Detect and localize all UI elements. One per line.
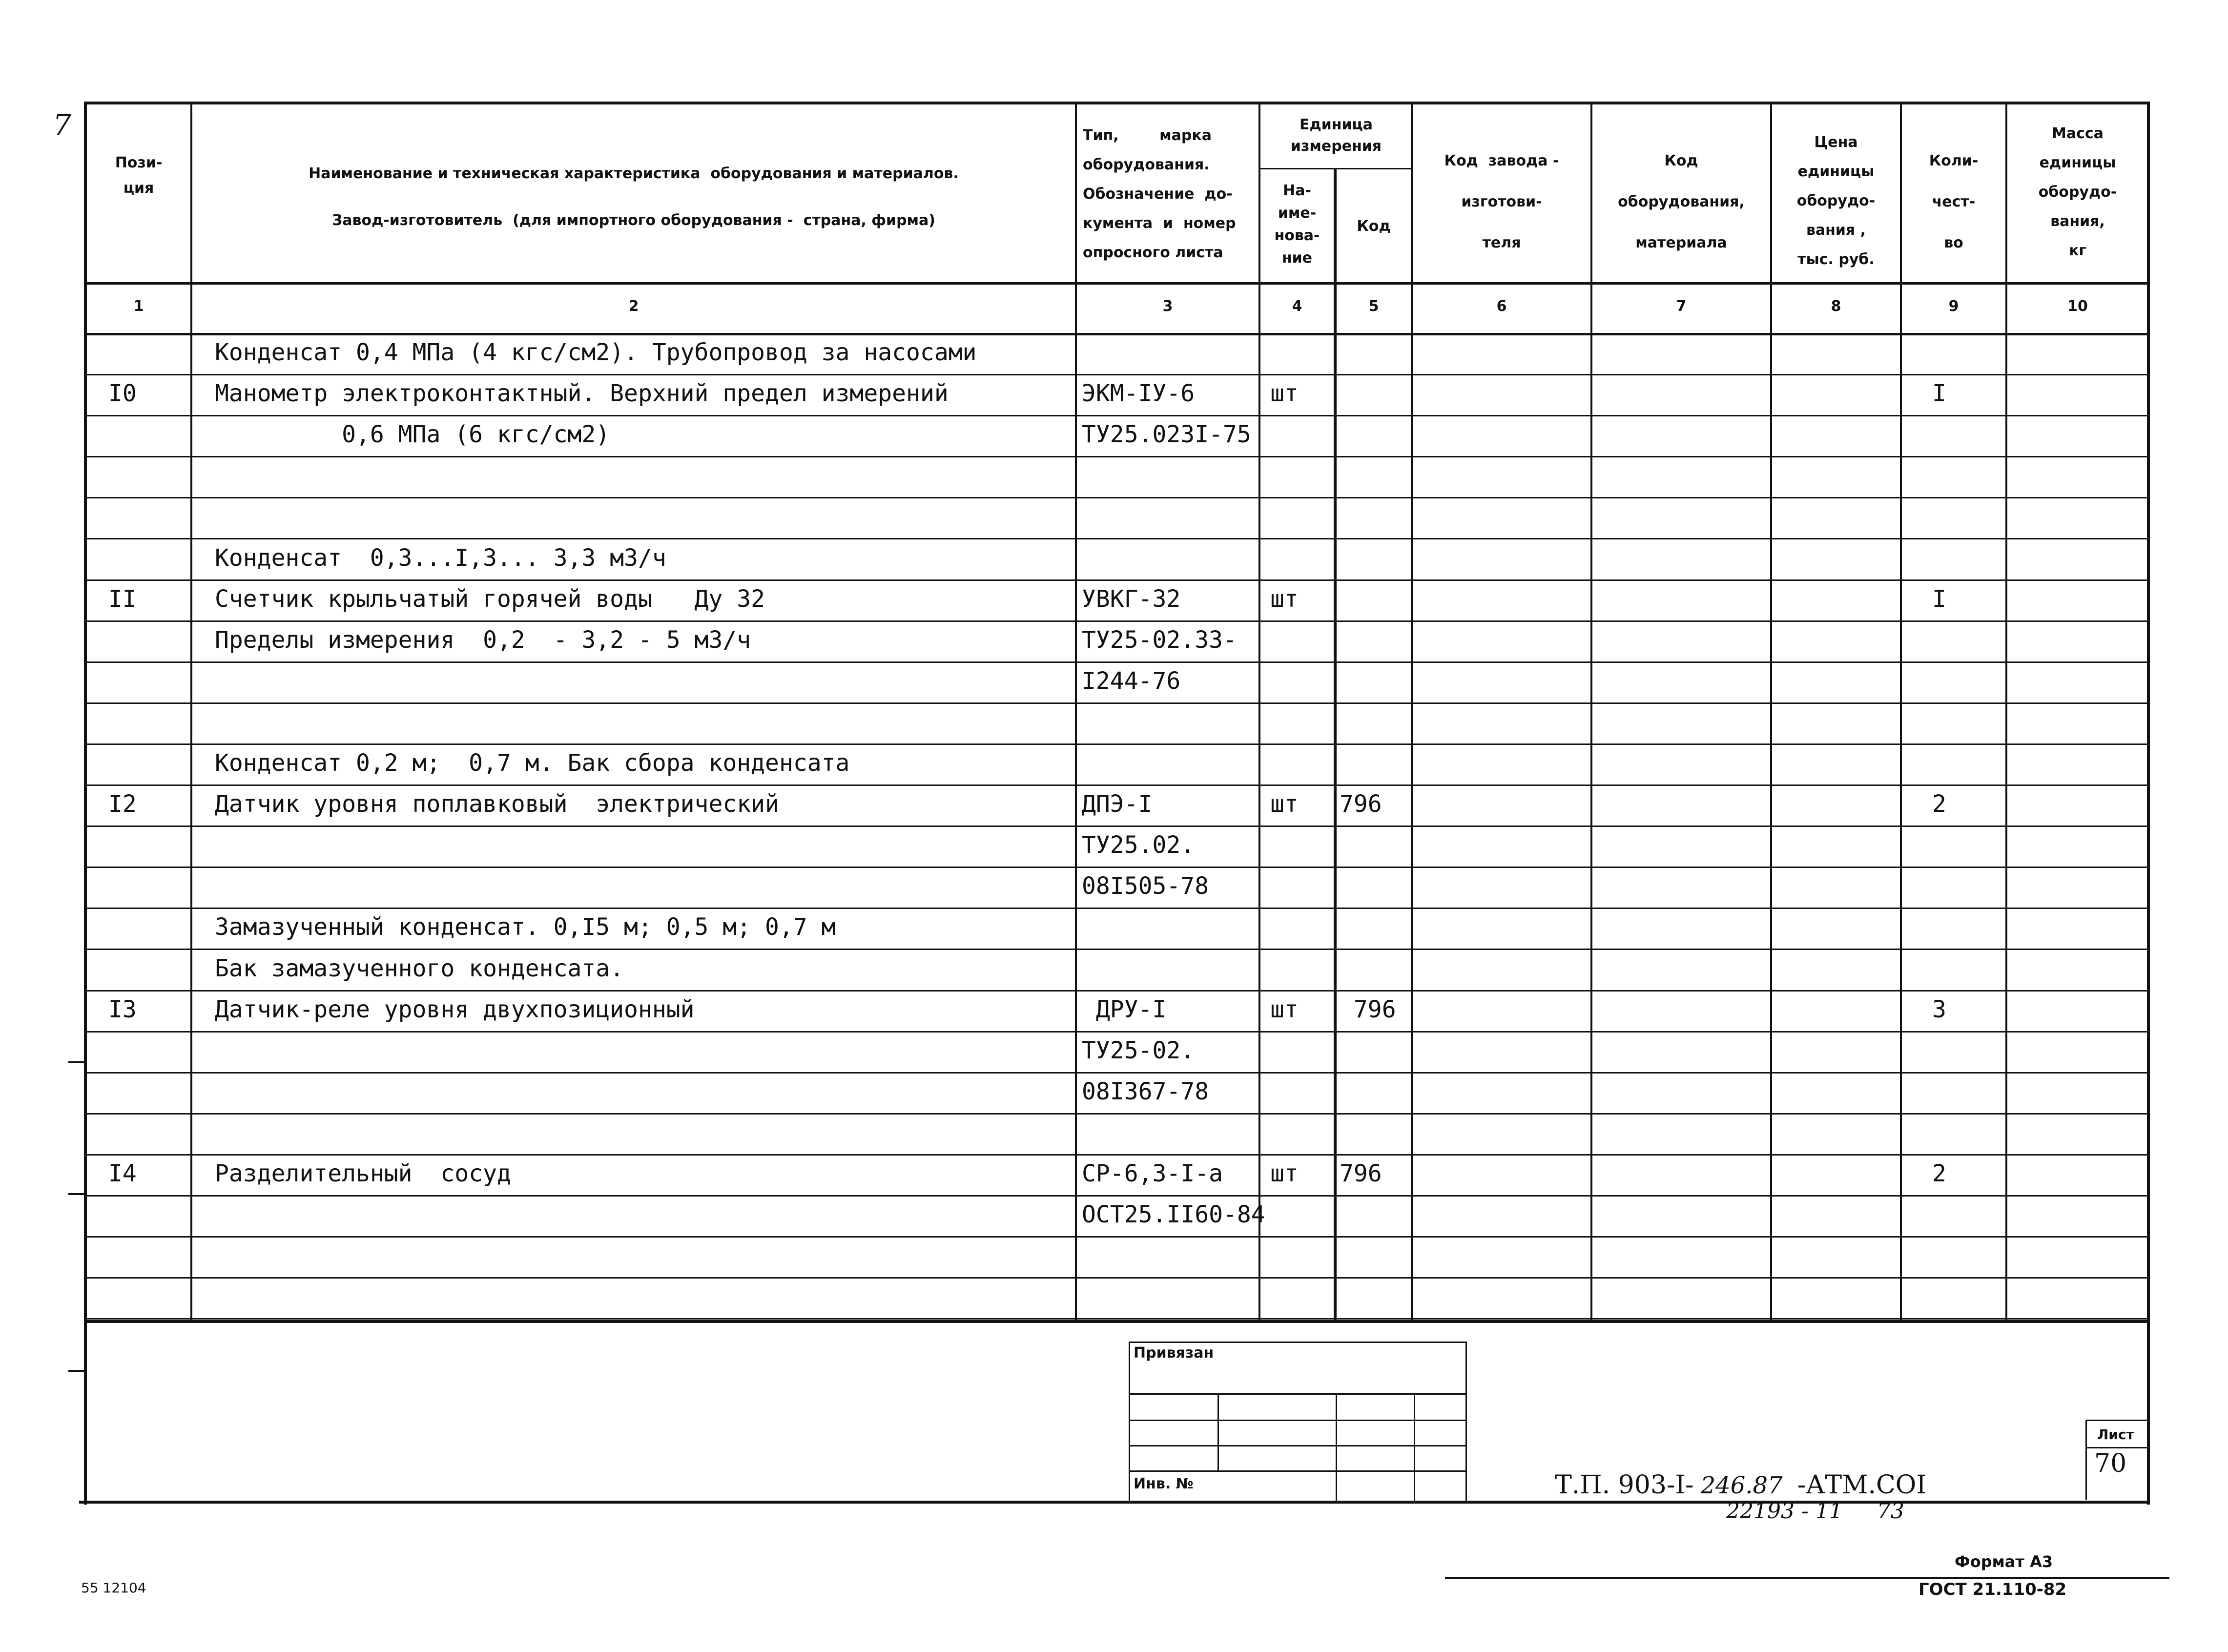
cell-pos: I0 (108, 380, 137, 408)
archive-number: 22193 - 11 73 (1726, 1499, 1904, 1524)
colnum-6: 6 (1496, 298, 1507, 315)
header-price: Цена единицы оборудо- вания , тыс. руб. (1796, 134, 1876, 268)
header-mass: Масса единицы оборудо- вания, кг (2038, 125, 2117, 259)
cell-type: ТУ25-02.33- (1082, 626, 1237, 654)
cell-name: Разделительный сосуд (215, 1160, 511, 1187)
table-row (84, 1196, 2148, 1237)
cell-type: ДРУ-I (1082, 995, 1167, 1023)
table-row (84, 662, 2148, 703)
table-row (84, 416, 2148, 457)
cell-pos: I3 (108, 995, 137, 1023)
cell-name: 0,6 МПа (6 кгс/см2) (215, 421, 610, 449)
cell-type: ТУ25.023I-75 (1082, 421, 1251, 449)
cell-name: Пределы измерения 0,2 - 3,2 - 5 м3/ч (215, 626, 751, 654)
sheet-number: 70 (2094, 1449, 2127, 1478)
cell-name: Манометр электроконтактный. Верхний предел измерений (215, 380, 949, 408)
inventory-number-label: Инв. № (1134, 1475, 1194, 1492)
table-row (84, 826, 2148, 867)
cell-type: 08I367-78 (1082, 1077, 1209, 1105)
table-row (84, 1155, 2148, 1196)
table-row (84, 785, 2148, 826)
colnum-4: 4 (1292, 298, 1302, 315)
cell-pos: II (108, 585, 137, 613)
colnum-5: 5 (1368, 298, 1379, 315)
cell-name: Конденсат 0,4 МПа (4 кгс/см2). Трубопровод за насосами (215, 339, 977, 366)
table-body (84, 334, 2148, 1320)
print-code: 55 12104 (81, 1580, 146, 1596)
cell-name: Датчик-реле уровня двухпозиционный (215, 995, 695, 1023)
table-row (84, 909, 2148, 950)
bound-label: Привязан (1134, 1344, 1214, 1362)
cell-qty: 2 (1932, 790, 1946, 818)
header-unit-name: На- име- нова- ние (1274, 182, 1320, 267)
cell-type: I244-76 (1082, 667, 1181, 695)
table-bottom-line (84, 1320, 2148, 1323)
margin-tick (68, 1193, 85, 1195)
table-row (84, 1073, 2148, 1114)
document-designation (1539, 1441, 1926, 1500)
sheet-label: Лист (2097, 1426, 2134, 1443)
format-label: Формат А3 (1955, 1552, 2053, 1571)
header-equipment-code: Код оборудования, материала (1618, 152, 1745, 251)
colnum-8: 8 (1831, 298, 1841, 315)
margin-tick (68, 1370, 85, 1372)
colnum-7: 7 (1676, 298, 1687, 315)
cell-unit: шт (1270, 380, 1299, 408)
header-unit-code: Код (1357, 218, 1391, 235)
header-quantity: Коли- чест- во (1929, 152, 1979, 251)
table-row (84, 703, 2148, 744)
cell-name: Конденсат 0,2 м; 0,7 м. Бак сбора конденсата (215, 749, 850, 777)
cell-type: ТУ25.02. (1082, 831, 1195, 859)
doc-prefix: Т.П. 903-I- (1555, 1470, 1694, 1500)
table-row (84, 580, 2148, 621)
cell-qty: 2 (1932, 1160, 1946, 1187)
cell-type: ТУ25-02. (1082, 1036, 1195, 1064)
cell-code: 796 (1340, 995, 1396, 1023)
colnum-3: 3 (1162, 298, 1173, 315)
cell-pos: I4 (108, 1160, 137, 1187)
unit-subheader-line (1258, 168, 1413, 169)
table-row (84, 375, 2148, 416)
cell-unit: шт (1270, 585, 1299, 613)
cell-type: 08I505-78 (1082, 872, 1209, 900)
cell-unit: шт (1270, 1160, 1299, 1187)
sheet-box (2085, 1420, 2147, 1500)
table-row (84, 950, 2148, 991)
cell-unit: шт (1270, 790, 1299, 818)
table-row (84, 1114, 2148, 1155)
frame-top (84, 102, 2148, 104)
doc-handwritten-number: 246.87 (1700, 1472, 1783, 1499)
cell-name: Датчик уровня поплавковый электрический (215, 790, 779, 818)
table-row (84, 621, 2148, 662)
cell-type: ОСТ25.II60-84 (1082, 1201, 1265, 1229)
cell-name: Счетчик крыльчатый горячей воды Ду 32 (215, 585, 765, 613)
cell-pos: I2 (108, 790, 137, 818)
header-position: Пози- ция (115, 154, 163, 197)
cell-name: Конденсат 0,3...I,3... 3,3 м3/ч (215, 544, 666, 572)
header-type: Тип, марка оборудования. Обозначение до- кумента и номер опросного листа (1083, 127, 1236, 261)
cell-type: УВКГ-32 (1082, 585, 1181, 613)
colnum-9: 9 (1948, 298, 1959, 315)
table-row (84, 867, 2148, 909)
row-divider (84, 1318, 2148, 1320)
table-row (84, 991, 2148, 1032)
table-row (84, 539, 2148, 580)
gost-label: ГОСТ 21.110-82 (1919, 1580, 2067, 1599)
colnum-10: 10 (2067, 298, 2088, 315)
table-row (84, 498, 2148, 539)
table-row (84, 1237, 2148, 1278)
cell-name: Бак замазученного конденсата. (215, 954, 624, 982)
cell-code: 796 (1340, 790, 1382, 818)
colnum-1: 1 (133, 298, 144, 315)
table-row (84, 334, 2148, 375)
approval-stamp (1129, 1342, 1466, 1501)
cell-qty: I (1932, 380, 1946, 408)
cell-type: ЭКМ-IУ-6 (1082, 380, 1195, 408)
header-name: Наименование и техническая характеристика оборудования и материалов. Завод-изготовитель (для импортного оборудования - страна, фирма) (309, 165, 959, 229)
footer-line (1445, 1577, 2169, 1579)
header-unit: Единица измерения (1290, 116, 1382, 155)
cell-unit: шт (1270, 995, 1299, 1023)
doc-suffix: -АТМ.СОI (1797, 1470, 1926, 1500)
header-manufacturer-code: Код завода - изготови- теля (1444, 152, 1559, 251)
table-row (84, 457, 2148, 498)
cell-name: Замазученный конденсат. 0,I5 м; 0,5 м; 0,7 м (215, 913, 836, 941)
specification-table (84, 102, 2152, 1327)
header-bottom-line (84, 282, 2148, 285)
cell-type: СР-6,3-I-а (1082, 1160, 1223, 1187)
page-marker: 7 (53, 108, 72, 143)
table-row (84, 1278, 2148, 1319)
table-row (84, 1032, 2148, 1073)
cell-type: ДПЭ-I (1082, 790, 1153, 818)
cell-qty: 3 (1932, 995, 1946, 1023)
colnum-2: 2 (628, 298, 639, 315)
table-row (84, 744, 2148, 785)
cell-code: 796 (1340, 1160, 1382, 1187)
margin-tick (68, 1061, 85, 1063)
cell-qty: I (1932, 585, 1946, 613)
